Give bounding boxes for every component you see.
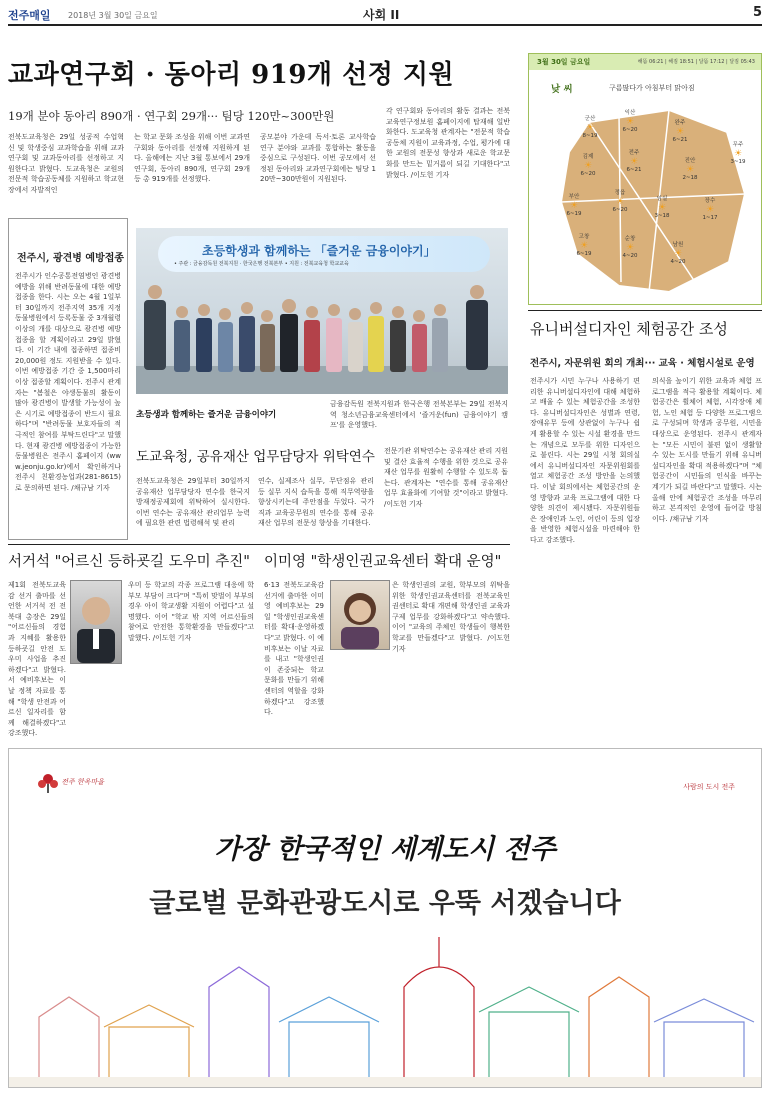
weather-region <box>613 110 647 134</box>
sun-icon: ☀ <box>733 149 743 159</box>
sun-icon: ☀ <box>705 205 715 215</box>
weather-region-name: 임실 <box>656 196 668 202</box>
weather-box <box>528 53 762 305</box>
weather-today-desc: 구름많다가 아침부터 맑아짐 <box>609 84 695 92</box>
weather-region <box>645 196 679 220</box>
weather-region-name: 익산 <box>624 110 636 116</box>
weather-region-name: 전주 <box>628 150 640 156</box>
weather-region-name: 김제 <box>582 154 594 160</box>
weather-region-name: 남원 <box>672 242 684 248</box>
article4-col1: 제1회 전북도교육감 선거 출마를 선언한 서거석 전 전북대 총장은 29일 "어르신들의 경험과 지혜를 활용한 등하굣길 안전 도우미 사업을 추진하겠다"고 밝혔다. 서 예비후보는 이날 정책 자료를 통해 "학생 안전과 어르신 일자리를 함께 해결하겠다"고 강조했다. <box>8 581 66 738</box>
article3-col3: 전문기관 위탁연수는 공유재산 관리 지원 및 결산 효율적 수행을 위한 것으로 공유재산 업무를 원활히 수행할 수 있도록 돕는다. 관계자는 "연수를 통해 공유재산 업무 효율화에 기여할 것"이라고 밝혔다. /이도헌 기자 <box>384 447 508 508</box>
weather-region <box>571 154 605 178</box>
candidate-photo-seo <box>70 580 122 664</box>
photo-caption-body: 금융감독원 전북지원과 한국은행 전북본부는 29일 전북지역 청소년금융교육센터에서 '즐거운(fun) 금융이야기 캠프'를 운영했다. <box>330 400 508 430</box>
article1-col1: 전북도교육청은 29일 성공적 수업혁신 및 학생중심 교과학습을 위해 교과연구회 및 교과동아리를 선정하고 지원한다고 밝혔다. 도교육청은 교원의 전문적 학습공동체를 지원하고 학교현장에서 자발적인 <box>8 133 124 194</box>
sun-icon: ☀ <box>685 165 695 175</box>
article1-col2: 는 학교 문화 조성을 위해 이번 교과연구회와 동아리를 선정해 지원하게 된다. 올해에는 지난 3월 통보에서 29개 연구회, 동아리 890개, 연구회 29개 등 총 919개를 선정했다. <box>134 133 250 184</box>
weather-region-temp: 6~21 <box>672 137 688 143</box>
event-photo <box>136 228 508 394</box>
weather-region-temp: 6~20 <box>612 207 628 213</box>
section-title: 사회 II <box>363 8 400 22</box>
ad-logo-left <box>37 771 104 793</box>
article3-col2: 연수, 실제조사 실무, 무단점유 관리 등 실무 지식 습득을 통해 직무역량을 향상시키는데 주안점을 두었다. 국가직과 교육공무원의 연수를 통해 공유재산 업무의 전문성 향상을 기대한다. <box>258 477 374 528</box>
weather-region <box>617 150 651 174</box>
article3-headline: 도교육청, 공유재산 업무담당자 위탁연수 <box>136 449 375 465</box>
ad-tagline: 가장 한국적인 세계도시 전주 <box>214 834 556 865</box>
weather-region <box>557 194 591 218</box>
sun-icon: ☀ <box>625 243 635 253</box>
sun-icon: ☀ <box>673 249 683 259</box>
masthead-rule <box>8 24 762 26</box>
article6-headline: 유니버설디자인 체험공간 조성 <box>530 320 728 338</box>
flower-logo-icon <box>37 771 59 793</box>
weather-region-temp: 6~19 <box>566 211 582 217</box>
sun-icon: ☀ <box>615 197 625 207</box>
sun-icon: ☀ <box>585 123 595 133</box>
page-number: 5 <box>752 5 762 20</box>
weather-region <box>663 120 697 144</box>
weather-region <box>567 234 601 258</box>
ad-logo-left-text: 전주 한옥마을 <box>61 778 105 786</box>
weather-sun-times: 해뜸 06:21 | 해짐 18:51 | 달뜸 17:12 | 달짐 05:43 <box>637 59 755 65</box>
banner-title: 초등학생과 함께하는 「즐거운 금융이야기」 <box>202 244 436 258</box>
article2-body: 전주시가 인수공통전염병인 광견병 예방을 위해 반려동물에 대한 예방접종을 한다. 시는 오는 4월 1일부터 30일까지 전주지역 35개 지정동물병원에서 등록동물 중 3개월령 이상의 개를 대상으로 광견병 예방접종을 할 계획이라고 29일 밝혔다. 이 기간 내에 접종하면 접종비 20,000원 정도 지원받을 수 있다. 이번 예방접종 기간 중 1,500마리 이상 접종할 계획이다. 전주시 관계자는 "봄철은 야생동물의 활동이 많아 광견병이 발생할 가능성이 높은 시기로 예방접종이 반드시 필요하다"며 "반려동물 보호자들의 적극적인 참여를 부탁드린다"고 말했다. 현재 광견병 예방접종이 가능한 동물병원은 전주시 홈페이지 (www.jeonju.go.kr)에서 확인하거나 전주시 친환경농업과(281-8615)로 문의하면 된다. /채규남 기자 <box>15 272 121 492</box>
weather-header <box>529 54 761 70</box>
weather-region <box>613 236 647 260</box>
issue-date: 2018년 3월 30일 금요일 <box>68 11 158 20</box>
article1-col3: 공모분야 가운데 독서·토론 교사학습연구 분야와 교과를 통합하는 활동을 중심으로 구성된다. 이번 공모에서 선정된 동아리와 교과연구회에는 팀당 120만~300만원이 지원된다. <box>260 133 376 184</box>
weather-region-temp: 1~17 <box>702 215 718 221</box>
article2-box <box>8 218 128 540</box>
masthead <box>8 4 762 24</box>
article1-col4: 각 연구회와 동아리의 활동 결과는 전북교육연구정보원 홈페이지에 탑재해 일반화한다. 도교육청 관계자는 "전문적 학습공동체 지원이 교육과정, 수업, 평가에 대한 교원의 전문성 향상과 새로운 학교문화를 만드는 밑거름이 되길 기대한다"고 밝혔다. /이도헌 기자 <box>386 107 510 179</box>
weather-region <box>603 190 637 214</box>
article6-col2: 의식을 높이기 위한 교육과 체험 프로그램을 적극 활용할 계획이다. 체험공간은 휠체어 체험, 시각장애 체험, 노인 체험 등 다양한 프로그램으로 구성되며 학생과 공무원, 시민을 대상으로 운영된다. 전주시 관계자는 "모든 시민이 불편 없이 생활할 수 있는 도시를 만들기 위해 유니버설디자인을 확대 적용하겠다"며 "체험공간이 시민들의 인식을 바꾸는 계기가 되길 바란다"고 말했다. 시는 올해 안에 체험공간 조성을 마무리하고 본격적인 운영에 들어갈 방침이다. /채규남 기자 <box>652 377 762 523</box>
weather-region-temp: 6~20 <box>580 171 596 177</box>
weather-region-temp: 4~20 <box>670 259 686 265</box>
sun-icon: ☀ <box>625 117 635 127</box>
weather-region <box>661 242 695 266</box>
photo-caption-title: 초등생과 함께하는 즐거운 금융이야기 <box>136 410 277 420</box>
ad-logo-right: 사람의 도시 전주 <box>683 783 735 791</box>
sun-icon: ☀ <box>629 157 639 167</box>
weather-region-name: 정읍 <box>614 190 626 196</box>
article1-headline: 교과연구회 · 동아리 919개 선정 지원 <box>8 60 455 90</box>
sun-icon: ☀ <box>583 161 593 171</box>
divider-rule <box>8 544 510 545</box>
weather-today-label: 낮 씨 <box>551 84 573 95</box>
photo-caption-title-wrap <box>136 402 326 421</box>
article5-col1: 6·13 전북도교육감 선거에 출마한 이미영 예비후보는 29일 "학생인권교육센터를 확대·운영하겠다"고 밝혔다. 이 예비후보는 이날 자료를 내고 "학생인권이 존중되는 학교 문화를 만들기 위해 센터의 역할을 강화하겠다"고 강조했다. <box>264 581 324 717</box>
sun-icon: ☀ <box>675 127 685 137</box>
weather-region-temp: 3~19 <box>730 159 746 165</box>
article4-col2: 우미 등 학교의 각종 프로그램 대응에 학부모 부담이 크다"며 "특히 맞벌이 부부의 경우 아이 학교생활 지원이 어렵다"고 설명했다. 이어 "학교 밖 지역 어르신들의 참여로 안전한 통학환경을 만들겠다"고 말했다. /이도헌 기자 <box>128 581 254 642</box>
weather-region-temp: 8~19 <box>582 133 598 139</box>
weather-region-name: 고창 <box>578 234 590 240</box>
article3-col1: 전북도교육청은 29일부터 30일까지 공유재산 업무담당자 연수를 한국지방재정공제회에 위탁하여 실시한다. 이번 연수는 공유재산 관리업무 능력에 필요한 관련 법령해석 및 관리 <box>136 477 250 528</box>
weather-region <box>573 116 607 140</box>
weather-region-name: 진안 <box>684 158 696 164</box>
ad-slogan: 글로벌 문화관광도시로 우뚝 서겠습니다 <box>149 888 621 919</box>
weather-region-name: 무주 <box>732 142 744 148</box>
newspaper-name: 전주매일 <box>8 9 51 22</box>
article2-headline: 전주시, 광견병 예방접종 <box>17 253 125 264</box>
weather-region-temp: 6~20 <box>622 127 638 133</box>
weather-date: 3월 30일 금요일 <box>537 58 591 66</box>
weather-region-name: 부안 <box>568 194 580 200</box>
article4-headline: 서거석 "어르신 등하굣길 도우미 추진" <box>8 554 250 570</box>
weather-region <box>693 198 727 222</box>
weather-region-name: 완주 <box>674 120 686 126</box>
weather-region-name: 순창 <box>624 236 636 242</box>
weather-region <box>673 158 707 182</box>
sun-icon: ☀ <box>569 201 579 211</box>
article6-subhead: 전주시, 자문위원 회의 개최··· 교육 · 체험시설로 운영 <box>530 358 755 369</box>
people-silhouettes <box>136 228 508 394</box>
weather-region-temp: 4~20 <box>622 253 638 259</box>
weather-region-temp: 6~21 <box>626 167 642 173</box>
sun-icon: ☀ <box>657 203 667 213</box>
article5-headline: 이미영 "학생인권교육센터 확대 운영" <box>264 554 502 570</box>
weather-region-name: 장수 <box>704 198 716 204</box>
weather-region-name: 군산 <box>584 116 596 122</box>
city-skyline <box>9 927 761 1087</box>
weather-region-temp: 2~18 <box>682 175 698 181</box>
article5-col2: 은 학생인권의 교원, 학부모의 위탁을 위한 학생인권교육센터를 전북교육인권센터로 확대 개편해 학생인권 교육과 구제 업무를 강화하겠다"고 약속했다. 이어 "교육의 주체인 학생들이 행복한 학교를 만들겠다"고 밝혔다. /이도헌 기자 <box>392 581 510 653</box>
article6-top-rule <box>528 310 762 311</box>
article1-subhead: 19개 분야 동아리 890개 · 연구회 29개··· 팀당 120만~300만원 <box>8 109 335 123</box>
weather-region-temp: 6~19 <box>576 251 592 257</box>
candidate-photo-lee <box>330 580 390 650</box>
weather-region-temp: 3~18 <box>654 213 670 219</box>
sun-icon: ☀ <box>579 241 589 251</box>
banner-host: • 주관 : 금융감독원 전북지원 · 한국은행 전북본부 • 지원 : 전북교육청 학교교육 <box>174 261 349 267</box>
jeonju-ad <box>8 748 762 1088</box>
weather-region <box>721 142 755 166</box>
article6-col1: 전주시가 시민 누구나 사용하기 편리한 유니버설디자인에 대해 체험하고 배울 수 있는 체험공간을 조성한다. 유니버설디자인은 성별과 연령, 장애유무 등에 상관없이 누구나 쉽게 활용할 수 있는 시설 환경을 만드는 개념으로 모두를 위한 디자인으로 불린다. 시는 29일 시청 회의실에서 유니버설디자인 자문위원회를 열고 체험공간 조성 방안을 논의했다. 이날 회의에서는 체험공간의 운영 방향과 교육 프로그램에 대한 다양한 의견이 제시됐다. 자문위원들은 장애인과 노인, 어린이 등의 입장을 반영한 체험시설을 마련해야 한다고 강조했다. <box>530 377 640 544</box>
